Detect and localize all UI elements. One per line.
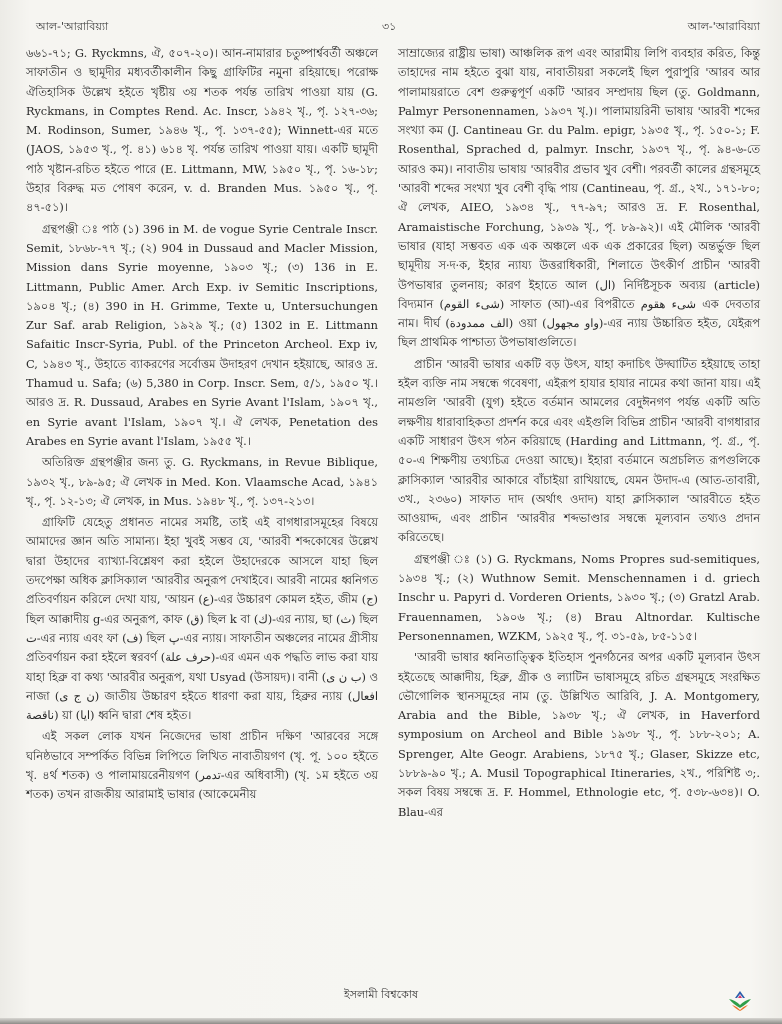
bibliography-paragraph: গ্রন্থপঞ্জী ঃ (১) G. Ryckmans, Noms Propres sud-semitiques, ১৯৩৪ খৃ.; (২) Wuthnow Semit. Menschennamen i d. griech Inschr u. Papyri d. Vorderen Orients, ১৯৩০ খৃ.; (৩) Gratzl Arab. Frauennamen, ১৯০৬ খৃ.; (৪) Brau Altnordar. Kultische Personennamen, WZKM, ১৯২৫ খৃ., পৃ. ৩১-৫৯, ৮৫-১১৫। bbox=[398, 551, 760, 643]
running-head-left: আল-'আরাবিয়্যা bbox=[36, 20, 109, 33]
paragraph: সাম্রাজ্যের রাষ্ট্রীয় ভাষা) আঞ্চলিক রূপ এবং আরামীয় লিপি ব্যবহার করিত, কিন্তু তাহাদের নাম হইতে বুঝা যায়, নাবাতীয়রা সকলেই ছিল পুরাপুরি 'আরব আর পালামায়রাতে বেশ গুরুত্বপূর্ণ একটি 'আরব সম্প্রদায় ছিল (তু. Goldmann, Palmyr Personennamen, ১৯৩৭ খৃ.)। পালামায়রিনী ভাষায় 'আরবী শব্দের সংখ্যা কম (J. Cantineau Gr. du Palm. epigr, ১৯৩৫ খৃ., পৃ. ১৫০-১; F. Rosenthal, Sprached d, palmyr. Inschr, ১৯৩৭ খৃ., পৃ. ৯৪-৬-তে আরও কম)। নাবাতীয় ভাষায় 'আরবীর প্রভাব খুব বেশী। পরবর্তী কালের গ্রন্থসমূহে 'আরবী শব্দের সংখ্যা খুব বেশী বৃদ্ধি পায় (Cantineau, পৃ. গ্র., ২খ., ১৭১-৮০; ঐ লেখক, AIEO, ১৯৩৪ খৃ., ৭৭-৯৭; আরও দ্র. F. Rosenthal, Aramaistische Forchung, ১৯৩৯ খৃ., পৃ. ৮৯-৯২)। এই মৌলিক 'আরবী ভাষার (যাহা সম্ভবত এক এক অঞ্চলে এক এক প্রকারের ছিল) অন্তর্ভুক্ত ছিল ছামূদীয় স·দ·ক, ইহার ন্যায্য উত্তরাধিকারী, শিলাতে উৎকীর্ণ প্রাচীন 'আরবী উপভাষার তুলনায়; কারণ ইহাতে আল (ال) নির্দিষ্টসূচক অব্যয় (article) বিদ্যমান (شىء القوم) সাফাত (আ)-এর বিপরীতে شىء هقوم এক দেবতার নাম। দীর্ঘ (الف ممدودة) ওয়া (واو مجهول)-এর ন্যায় উচ্চারিত হইত, যেইরূপ ছিল প্রাথমিক পাশ্চাত্য উপভাষাগুলিতে। bbox=[398, 46, 760, 350]
paragraph: প্রাচীন 'আরবী ভাষার একটি বড় উৎস, যাহা কদাচিৎ উদ্ঘাটিত হইয়াছে তাহা হইল ব্যক্তি নাম সম্বন্ধে গবেষণা, এইরূপ হাযার হাযার নামের কথা জানা যায়। এই নামগুলি 'আরবী (যুগ) হইতে বর্তমান আমলের বেদুঈনগণ পর্যন্ত একটি অতি লক্ষণীয় ধারাবাহিকতা প্রদর্শন করে এবং এইগুলি বিভিন্ন প্রাচীন 'আরবী বাগধারার একটি সাধারণ উৎস গঠন করিয়াছে (Harding and Littmann, পৃ. গ্র., পৃ. ৫০-এ শিক্ষণীয় তথ্যচিত্র দেওয়া আছে)। ইহারা বর্তমানে অপ্রচলিত রূপগুলিকে ক্লাসিক্যাল 'আরবীর আকারে বাঁচাইয়া রাখিয়াছে, যেমন উদাদ-এ (আত-তাবারী, ৩খ., ২৩৬০) সাফাত দাদ (অর্থাৎ ওদাদ) যাহা ক্লাসিক্যাল 'আরবীতে হইত আওয়াদ্দ, এবং প্রাচীন 'আরবীর শব্দভাণ্ডার সম্বন্ধে মূল্যবান তথ্যও প্রদান করিতেছে। bbox=[398, 356, 760, 545]
publication-title: ইসলামী বিশ্বকোষ bbox=[343, 988, 419, 1001]
right-column bbox=[398, 44, 760, 824]
bibliography-paragraph: গ্রন্থপঞ্জী ঃ পাঠ (১) 396 in M. de vogue Syrie Centrale Inscr. Semit, ১৮৬৮-৭৭ খৃ.; (২) 904 in Dussaud and Macler Mission, Mission dans Syrie moyenne, ১৯০৩ খৃ.; (৩) 136 in E. Littmann, Public Amer. Arch Exp. iv Semitic Inscriptions, ১৯০৪ খৃ.; (৪) 390 in H. Grimme, Texte u, Untersuchungen Zur Saf. arab Religion, ১৯২৯ খৃ.; (৫) 1302 in E. Littmann Safaitic Inscr-Syria, Publ. of the Princeton Archeol. Exp iv, C, ১৯৪৩ খৃ., উহাতে ব্যাকরণের সর্বোত্তম উদাহরণ দেখান হইয়াছে, আরও দ্র. Thamud u. Safa; (৬) 5,380 in Corp. Inscr. Sem, ৫/১, ১৯৫০ খৃ.। আরও দ্র. R. Dussaud, Arabes en Syrie Avant l'Islam, ১৯০৭ খৃ., en Syrie avant l'Islam, ১৯০৭ খৃ.। ঐ লেখক, Penetation des Arabes en Syrie avant l'Islam, ১৯৫৫ খৃ.। bbox=[26, 221, 378, 448]
publisher-logo-icon bbox=[727, 990, 753, 1012]
left-column bbox=[26, 44, 378, 807]
running-head-right: আল-'আরাবিয়্যা bbox=[687, 20, 760, 33]
paragraph: গ্রাফিটি যেহেতু প্রধানত নামের সমষ্টি, তাই এই বাগধারাসমূহের বিষয়ে আমাদের জ্ঞান অতি সামান্য। ইহা খুবই সম্ভব যে, 'আরবী শব্দকোষের উল্লেখ দ্বারা উহাদের ব্যাখ্যা-বিশ্লেষণ করা হইলে উহাদেরকে আসলে যাহা ছিল তদপেক্ষা অধিক ক্লাসিক্যাল 'আরবীর অনুরূপ দেখাইবে। আরবী নামের ধ্বনিগত প্রতিবর্ণায়ন করিলে দেখা যায়, 'আয়ন (ع)-এর উচ্চারণ কোমল হইত, জীম (ج) ছিল আক্কাদীয় g-এর অনুরূপ, কাফ (ق) ছিল k বা (ك)-এর ন্যায়, ছা (ث) ছিল ت-এর ন্যায় এবং ফা (ف) ছিল پ-এর ন্যায়। সাফাতীন অঞ্চলের নামের গ্রীসীয় প্রতিবর্ণায়ন করা হইলে স্বরবর্ণ (حرف علة)-এর এমন এক পদ্ধতি লাভ করা যায় যাহা হিব্রু বা কথ্য 'আরবীর অনুরূপ, যথা Usyad (উসায়দ)। বানী (ب ن ى) ও নাজা (ن ج ى) জাতীয় উচ্চারণ হইতে ধারণা করা যায়, হিব্রুর ন্যায় (افعال ناقصة) য়া (ايا) ধ্বনি দ্বারা শেষ হইত। bbox=[26, 515, 379, 723]
paragraph: 'আরবী ভাষার ধ্বনিতাত্ত্বিক ইতিহাস পুনর্গঠনের অপর একটি মূল্যবান উৎস হইতেছে আক্কাদীয়, হিব্রু, গ্রীক ও ল্যাটিন ভাষাসমূহে রচিত গ্রন্থসমূহে সংরক্ষিত ভৌগোলিক স্থানসমূহের নাম (তু. উল্লিখিত আরিবি, J. A. Montgomery, Arabia and the Bible, ১৯৩৮ খৃ.; ঐ লেখক, in Haverford symposium on Archeol and Bible ১৯৩৮ খৃ., পৃ. ১৮৮-২০১; A. Sprenger, Alte Geogr. Arabiens, ১৮৭৫ খৃ.; Glaser, Skizze etc, ১৮৮৯-৯০ খৃ.; A. Musil Topographical Itineraries, ২খ., পরিশিষ্ট ৩;. সকল বিষয় সম্বন্ধে দ্র. F. Hommel, Ethnologie etc, পৃ. ৫৩৮-৬৩৪)। O. Blau-এর bbox=[398, 650, 760, 819]
running-head bbox=[0, 18, 782, 36]
additional-bibliography-paragraph: অতিরিক্ত গ্রন্থপঞ্জীর জন্য তু. G. Ryckmans, in Revue Biblique, ১৯৩২ খৃ., ৮৯-৯৫; ঐ লেখক in Med. Kon. Vlaamsche Acad, ১৯৪১ খৃ., পৃ. ১২-১৩; ঐ লেখক, in Mus. ১৯৪৮ খৃ., পৃ. ১৩৭-২১৩। bbox=[26, 455, 378, 508]
footer bbox=[0, 986, 782, 1005]
page-number: ৩১ bbox=[382, 20, 397, 33]
paragraph: এই সকল লোক যখন নিজেদের ভাষা প্রাচীন দক্ষিণ 'আরবের সঙ্গে ঘনিষ্ঠভাবে সম্পর্কিত বিভিন্ন লিপিতে লিখিত নাবাতীয়গণ (খৃ. পূ. ১০০ হইতে খৃ. ৪র্থ শতক) ও পালামায়রেনীয়গণ (تدمر-এর অধিবাসী) (খৃ. ১ম হইতে ৩য় শতক) তখন রাজকীয় আরামাই ভাষার (আকেমেনীয় bbox=[26, 729, 378, 802]
page-bottom-edge bbox=[0, 1018, 782, 1024]
paragraph: ৬৬১-৭১; G. Ryckmns, ঐ, ৫০৭-২০)। আন-নামারার চতুষ্পার্শ্ববর্তী অঞ্চলে সাফাতীন ও ছামূদীর মধ্যবর্তীকালীন কিছু গ্রাফিটির নমুনা রহিয়াছে। পরোক্ষ ঐতিহাসিক উল্লেখ হইতে খৃষ্টীয় ৩য় শতক পর্যন্ত তারিখ পাওয়া যায় (G. Ryckmans, in Comptes Rend. Ac. Inscr, ১৯৪২ খৃ., পৃ. ১২৭-৩৬; M. Rodinson, Sumer, ১৯৪৬ খৃ., পৃ. ১৩৭-৫৫); Winnett-এর মতে (JAOS, ১৯৫৩ খৃ., পৃ. ৪১) ৬১৪ খৃ. পর্যন্ত তারিখ পাওয়া যায়। একটি ছামূদী পাঠ খৃষ্টান-রচিত হইতে পারে (E. Littmann, MW, ১৯৫০ খৃ., পৃ. ১৬-১৮; উহার বিরুদ্ধ মত পোষণ করেন, v. d. Branden Mus. ১৯৫০ খৃ., পৃ. ৪৭-৫১)। bbox=[26, 46, 378, 215]
